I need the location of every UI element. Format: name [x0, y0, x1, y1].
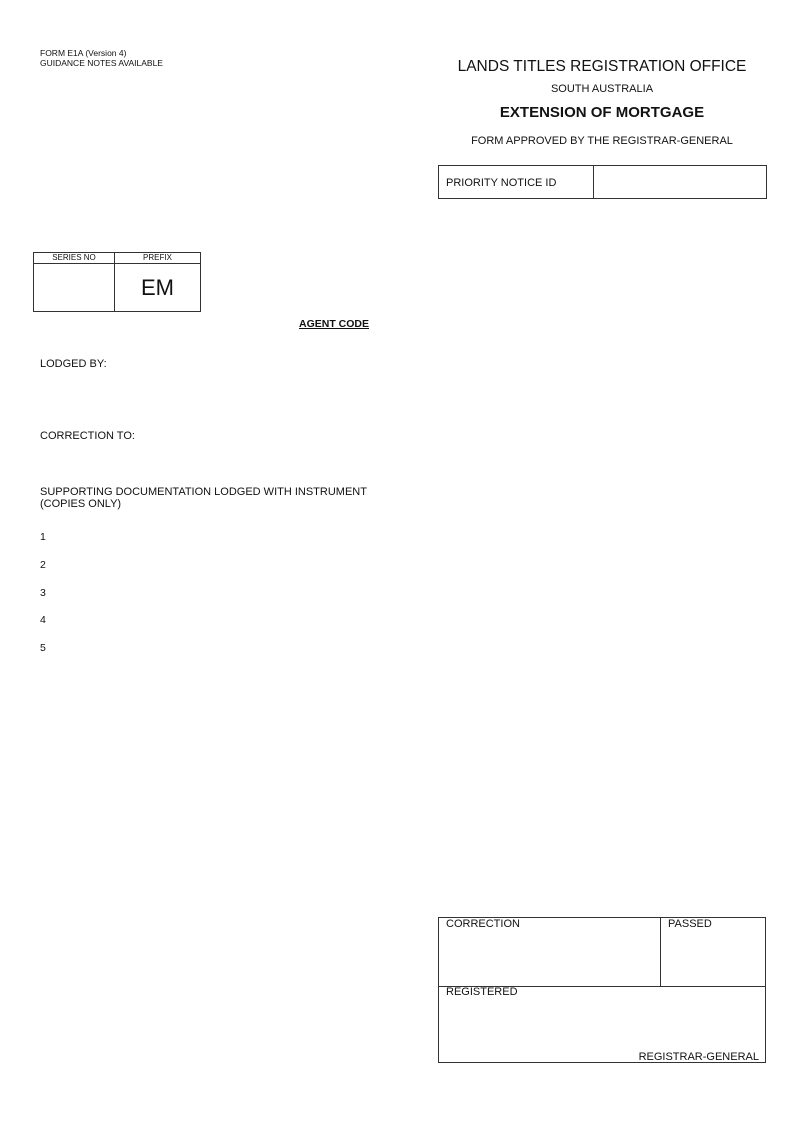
correction-to-label: CORRECTION TO:	[40, 430, 135, 442]
office-state: SOUTH AUSTRALIA	[550, 83, 654, 95]
supporting-docs-line1: SUPPORTING DOCUMENTATION LODGED WITH INSTRUMENT	[40, 486, 367, 498]
form-id: FORM E1A (Version 4)	[40, 48, 127, 58]
doc-item-number: 4	[40, 614, 46, 626]
doc-item-number: 3	[40, 587, 46, 599]
prefix-value: EM	[141, 275, 174, 300]
registered-label: REGISTERED	[446, 986, 518, 998]
priority-notice-label: PRIORITY NOTICE ID	[439, 166, 594, 198]
office-title: LANDS TITLES REGISTRATION OFFICE	[457, 58, 747, 75]
correction-label: CORRECTION	[446, 918, 520, 930]
doc-item-number: 2	[40, 559, 46, 571]
prefix-label: PREFIX	[115, 253, 200, 264]
guidance-note: GUIDANCE NOTES AVAILABLE	[40, 57, 163, 68]
series-prefix-box	[33, 252, 201, 312]
supporting-docs-line2: (COPIES ONLY)	[40, 498, 122, 510]
series-no-label: SERIES NO	[34, 253, 114, 264]
office-box-column-divider	[660, 918, 661, 986]
passed-label: PASSED	[668, 918, 712, 930]
priority-notice-field[interactable]	[594, 166, 766, 198]
series-no-field[interactable]	[34, 264, 114, 311]
form-title: EXTENSION OF MORTGAGE	[499, 104, 705, 121]
priority-notice-box	[438, 165, 767, 199]
agent-code-label: AGENT CODE	[299, 318, 370, 330]
doc-item-number: 5	[40, 642, 46, 654]
office-use-box	[438, 917, 766, 1063]
doc-item-number: 1	[40, 531, 46, 543]
supporting-docs-heading	[40, 486, 367, 510]
registrar-general-label: REGISTRAR-GENERAL	[638, 1051, 759, 1063]
approval-note: FORM APPROVED BY THE REGISTRAR-GENERAL	[471, 135, 733, 147]
form-meta	[40, 49, 163, 68]
lodged-by-label: LODGED BY:	[40, 358, 107, 370]
